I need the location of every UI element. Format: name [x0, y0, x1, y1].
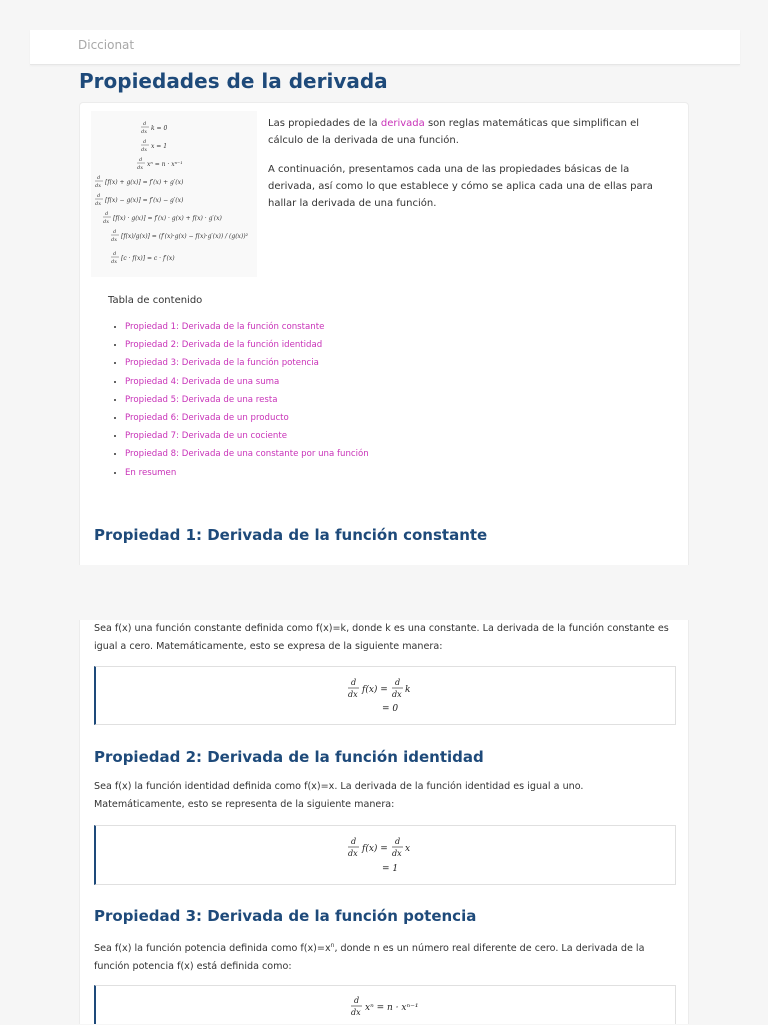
- section-3-text: [94, 937, 674, 975]
- formula-box-3: [94, 985, 676, 1024]
- svg-text:dx: dx: [141, 147, 148, 153]
- toc-item[interactable]: [125, 373, 369, 391]
- svg-text:f(x) =: f(x) =: [361, 844, 388, 854]
- svg-text:[f(x)/g(x)] = (f′(x)·g(x) − f(: [f(x)/g(x)] = (f′(x)·g(x) − f(x)·g′(x)) / (g(x))²: [121, 233, 249, 240]
- svg-text:dx: dx: [347, 690, 358, 699]
- svg-text:d: d: [97, 193, 101, 199]
- svg-text:d: d: [143, 121, 147, 127]
- table-of-contents: [108, 318, 369, 482]
- svg-text:dx: dx: [347, 849, 358, 858]
- page-title: Propiedades de la derivada: [79, 69, 388, 93]
- svg-text:dx: dx: [103, 219, 110, 225]
- section-3-text-start: Sea f(x) la función potencia definida como f(x)=x: [94, 943, 331, 955]
- derivative-formulas-image: [91, 111, 257, 277]
- toc-item[interactable]: [125, 409, 369, 427]
- intro-text-start: Las propiedades de la: [268, 118, 381, 129]
- svg-text:d: d: [139, 157, 143, 163]
- svg-text:xⁿ = n · xⁿ⁻¹: xⁿ = n · xⁿ⁻¹: [364, 1003, 418, 1013]
- svg-text:d: d: [350, 678, 356, 687]
- svg-text:d: d: [394, 837, 400, 846]
- toc-link[interactable]: Propiedad 2: Derivada de la función identidad: [125, 340, 323, 351]
- toc-link[interactable]: Propiedad 6: Derivada de un producto: [125, 413, 289, 424]
- section-heading-2: Propiedad 2: Derivada de la función identidad: [94, 748, 484, 766]
- toc-title: Tabla de contenido: [108, 295, 203, 306]
- svg-text:d: d: [143, 139, 147, 145]
- toc-item[interactable]: [125, 391, 369, 409]
- intro-paragraph-2: A continuación, presentamos cada una de las propiedades básicas de la derivada, así como lo que establece y cómo se aplica cada una de ellas para hallar la derivada de una función.: [268, 164, 653, 209]
- svg-text:d: d: [97, 175, 101, 181]
- svg-text:d: d: [105, 211, 109, 217]
- section-heading-1: Propiedad 1: Derivada de la función constante: [94, 526, 488, 544]
- toc-link[interactable]: Propiedad 8: Derivada de una constante por una función: [125, 449, 369, 460]
- toc-item[interactable]: [125, 354, 369, 372]
- formula-box-2: [94, 825, 676, 885]
- article-card-continued: [79, 620, 689, 1024]
- svg-text:dx: dx: [391, 849, 402, 858]
- formula-box-1: [94, 666, 676, 725]
- toc-link[interactable]: Propiedad 4: Derivada de una suma: [125, 376, 280, 387]
- svg-text:dx: dx: [95, 183, 102, 189]
- svg-text:= 1: = 1: [381, 864, 398, 874]
- exponent-n: n: [330, 942, 335, 949]
- svg-text:[c · f(x)] = c · f′(x): [c · f(x)] = c · f′(x): [121, 255, 175, 262]
- svg-text:x = 1: x = 1: [151, 143, 168, 150]
- intro-text-end: son reglas matemáticas que simplifican el cálculo de la derivada de una función.: [268, 118, 640, 146]
- article-card: [79, 102, 689, 565]
- section-1-text: Sea f(x) una función constante definida como f(x)=k, donde k es una constante. La derivada de la función constante es igual a cero. Matemáticamente, esto se expresa de la siguiente manera:: [94, 623, 669, 652]
- svg-text:[f(x) − g(x)] = f′(x) − g′(x): [f(x) − g(x)] = f′(x) − g′(x): [105, 197, 184, 204]
- toc-item[interactable]: [125, 445, 369, 463]
- section-heading-3: Propiedad 3: Derivada de la función potencia: [94, 907, 477, 925]
- toc-link[interactable]: Propiedad 1: Derivada de la función constante: [125, 322, 325, 332]
- derivada-link[interactable]: derivada: [380, 118, 425, 129]
- site-logo-link[interactable]: Diccionat: [78, 38, 135, 52]
- svg-text:d: d: [394, 678, 400, 687]
- svg-text:k = 0: k = 0: [151, 125, 168, 132]
- svg-text:dx: dx: [391, 690, 402, 699]
- svg-text:dx: dx: [141, 129, 148, 135]
- svg-text:d: d: [353, 996, 359, 1005]
- svg-text:k: k: [404, 685, 410, 695]
- svg-text:dx: dx: [111, 259, 118, 265]
- svg-text:d: d: [113, 251, 117, 257]
- toc-link[interactable]: En resumen: [125, 467, 177, 478]
- section-2-text: Sea f(x) la función identidad definida como f(x)=x. La derivada de la función identidad es igual a uno. Matemáticamente, esto se representa de la siguiente manera:: [94, 781, 584, 810]
- svg-text:[f(x) + g(x)] = f′(x) + g′(x): [f(x) + g(x)] = f′(x) + g′(x): [105, 179, 184, 186]
- svg-text:= 0: = 0: [381, 704, 398, 714]
- toc-link[interactable]: Propiedad 5: Derivada de una resta: [125, 394, 278, 405]
- section-3-text-end: , donde n es un número real diferente de cero. La derivada de la función potencia f(x) está definida como:: [94, 943, 645, 972]
- svg-text:dx: dx: [350, 1008, 361, 1017]
- toc-item[interactable]: [125, 427, 369, 445]
- svg-text:[f(x) · g(x)] = f′(x) · g(x) +: [f(x) · g(x)] = f′(x) · g(x) + f(x) · g′(x): [113, 215, 222, 222]
- site-header: [30, 30, 740, 65]
- svg-text:xⁿ = n · xⁿ⁻¹: xⁿ = n · xⁿ⁻¹: [147, 161, 183, 168]
- toc-link[interactable]: Propiedad 7: Derivada de un cociente: [125, 431, 287, 442]
- toc-item[interactable]: [125, 336, 369, 354]
- svg-text:f(x) =: f(x) =: [361, 685, 388, 695]
- svg-text:d: d: [113, 229, 117, 235]
- svg-text:dx: dx: [95, 201, 102, 207]
- toc-item[interactable]: [125, 464, 369, 482]
- svg-text:d: d: [350, 837, 356, 846]
- toc-item[interactable]: [125, 318, 369, 336]
- svg-text:x: x: [404, 844, 410, 854]
- intro-paragraph-1: [268, 115, 676, 149]
- toc-link[interactable]: Propiedad 3: Derivada de la función potencia: [125, 358, 319, 369]
- svg-text:dx: dx: [137, 165, 144, 171]
- svg-text:dx: dx: [111, 237, 118, 243]
- intro-text: [268, 115, 676, 224]
